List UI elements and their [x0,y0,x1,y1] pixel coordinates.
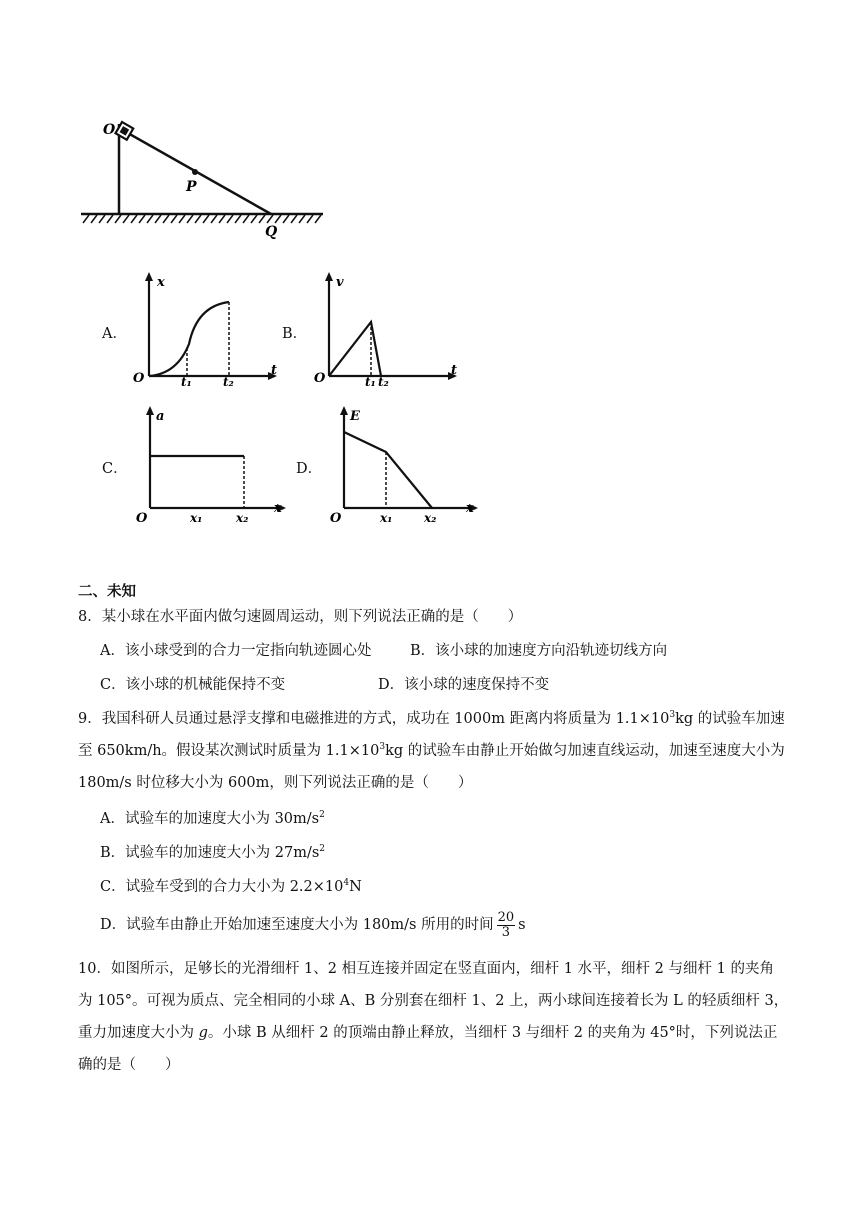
origin-label: O [133,371,145,386]
origin-label: O [314,371,326,386]
tick-label: t₁ [181,375,192,389]
axis-label: x [157,275,165,290]
option-d-label: D． [296,461,323,477]
tick-label: x₂ [236,511,249,525]
label-Q: Q [265,224,278,240]
tick-label: t₁ [365,375,376,389]
graph-d [326,402,486,532]
incline-figure [75,110,335,245]
option-c-label: C． [102,461,128,477]
q8-stem: 8．某小球在水平面内做匀速圆周运动，则下列说法正确的是（ ） [78,609,523,625]
graph-a [125,268,285,393]
q9-option-a: A．试验车的加速度大小为 $30m/s^2$ [100,810,325,827]
q9-option-d: D．试验车由静止开始加速至速度大小为 180m/s 所用的时间 $\frac{20}{3}$ s [100,909,526,940]
axis-label: v [336,275,344,290]
q9-line-1: 9．我国科研人员通过悬浮支撑和电磁推进的方式，成功在 1000m 距离内将质量为 $1.1\times 10^3kg$ 的试验车加速 [78,710,785,727]
axis-label: x [274,501,282,516]
graph-c [132,402,292,532]
graph-b [305,268,465,393]
q8-option-d: D．该小球的速度保持不变 [378,677,550,693]
tick-label: t₂ [223,375,234,389]
axis-label: a [156,409,165,424]
label-P: P [186,179,197,195]
q9-option-b: B．试验车的加速度大小为 $27m/s^2$ [100,844,326,861]
tick-label: x₁ [380,511,393,525]
axis-label: x [466,501,474,516]
q10-line-4: 确的是（ ） [78,1057,180,1073]
label-O: O [103,122,116,138]
axis-label: E [350,409,360,424]
fraction: $\frac{20}{3}$ [497,909,515,940]
q10-line-3: 重力加速度大小为 g。小球 B 从细杆 2 的顶端由静止释放，当细杆 3 与细杆 2 的夹角为 45°时，下列说法正 [78,1025,778,1041]
q8-option-a: A．该小球受到的合力一定指向轨迹圆心处 [100,643,372,659]
axis-label: t [271,363,278,378]
q9-line-3: 180m/s 时位移大小为 600m，则下列说法正确的是（ ） [78,775,473,791]
origin-label: O [330,511,342,526]
q10-line-2: 为 105°。可视为质点、完全相同的小球 A、B 分别套在细杆 1、2 上，两小球间连接着长为 L 的轻质细杆 3， [78,993,789,1009]
tick-label: t₂ [378,375,389,389]
q9-option-c: C．试验车受到的合力大小为 $2.2\times 10^4N$ [100,878,362,895]
tick-label: x₂ [424,511,437,525]
origin-label: O [136,511,148,526]
tick-label: x₁ [190,511,203,525]
q8-option-b: B．该小球的加速度方向沿轨迹切线方向 [410,643,668,659]
option-b-label: B． [282,326,308,342]
section-title: 二、未知 [78,583,136,600]
q10-line-1: 10．如图所示，足够长的光滑细杆 1、2 相互连接并固定在竖直面内，细杆 1 水平，细杆 2 与细杆 1 的夹角 [78,961,774,977]
q8-option-c: C．该小球的机械能保持不变 [100,677,286,693]
q9-line-2: 至 650km/h。假设某次测试时质量为 $1.1\times 10^3kg$ 的试验车由静止开始做匀加速直线运动，加速至速度大小为 [78,742,785,759]
option-a-label: A． [102,326,127,342]
axis-label: t [451,363,458,378]
